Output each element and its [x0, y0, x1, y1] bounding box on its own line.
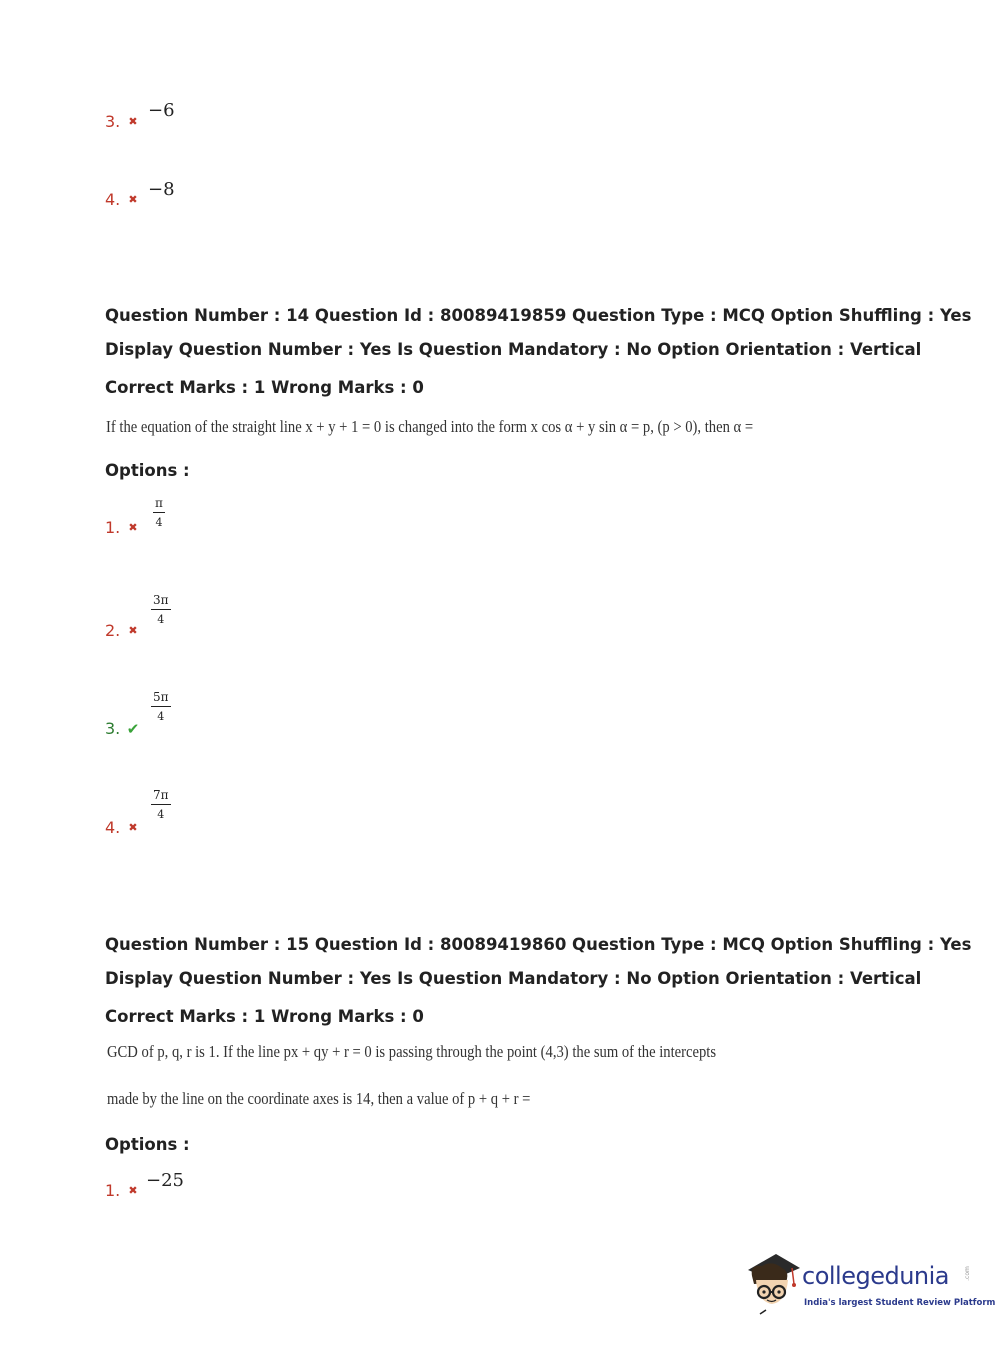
option-fraction [151, 691, 171, 723]
option-value: −25 [146, 1170, 184, 1191]
prev-option-4 [105, 190, 140, 209]
fraction-numerator: 7π [151, 789, 171, 805]
question-marks-line: Correct Marks : 1 Wrong Marks : 0 [105, 378, 424, 397]
option-number: 1. [105, 518, 121, 537]
mascot-icon [742, 1250, 804, 1320]
question-meta-line: Display Question Number : Yes Is Question Mandatory : No Option Orientation : Vertical [105, 340, 922, 359]
option-fraction [153, 497, 165, 529]
option-number: 4. [105, 818, 121, 837]
q14-option-3 [105, 719, 140, 738]
fraction-denominator: 4 [155, 516, 163, 529]
q15-option-1 [105, 1181, 140, 1200]
options-label: Options : [105, 1135, 190, 1154]
fraction-numerator: 5π [151, 691, 171, 707]
logo-name: collegedunia [802, 1262, 950, 1290]
question-meta-line: Question Number : 14 Question Id : 80089419859 Question Type : MCQ Option Shuffling : Yes [105, 306, 972, 325]
option-number: 3. [105, 719, 121, 738]
fraction-denominator: 4 [157, 808, 165, 821]
option-value: −6 [148, 100, 175, 121]
wrong-mark-icon: ✖ [128, 193, 138, 206]
logo-tagline: India's largest Student Review Platform [804, 1298, 996, 1308]
correct-check-icon: ✔ [126, 719, 140, 738]
question-marks-line: Correct Marks : 1 Wrong Marks : 0 [105, 1007, 424, 1026]
option-value: −8 [148, 179, 175, 200]
options-label: Options : [105, 461, 190, 480]
question-text: made by the line on the coordinate axes is 14, then a value of p + q + r = [107, 1089, 531, 1108]
wrong-mark-icon: ✖ [128, 521, 138, 534]
fraction-denominator: 4 [157, 613, 165, 626]
wrong-mark-icon: ✖ [128, 624, 138, 637]
q14-option-2 [105, 621, 140, 640]
fraction-numerator: π [153, 497, 165, 513]
option-fraction [151, 594, 171, 626]
question-text: GCD of p, q, r is 1. If the line px + qy + r = 0 is passing through the point (4,3) the sum of the intercepts [107, 1042, 717, 1061]
q14-option-1 [105, 518, 140, 537]
question-text: If the equation of the straight line x + y + 1 = 0 is changed into the form x cos α + y sin α = p, (p > 0), then α = [106, 417, 754, 436]
option-fraction [151, 789, 171, 821]
option-number: 1. [105, 1181, 121, 1200]
fraction-denominator: 4 [157, 710, 165, 723]
fraction-numerator: 3π [151, 594, 171, 610]
option-number: 4. [105, 190, 121, 209]
option-number: 2. [105, 621, 121, 640]
question-meta-line: Question Number : 15 Question Id : 80089419860 Question Type : MCQ Option Shuffling : Yes [105, 935, 972, 954]
q14-option-4 [105, 818, 140, 837]
logo-suffix: .com [963, 1266, 971, 1281]
question-meta-line: Display Question Number : Yes Is Question Mandatory : No Option Orientation : Vertical [105, 969, 922, 988]
wrong-mark-icon: ✖ [128, 821, 138, 834]
option-number: 3. [105, 112, 121, 131]
prev-option-3 [105, 112, 140, 131]
wrong-mark-icon: ✖ [128, 115, 138, 128]
wrong-mark-icon: ✖ [128, 1184, 138, 1197]
collegedunia-logo [742, 1250, 996, 1320]
